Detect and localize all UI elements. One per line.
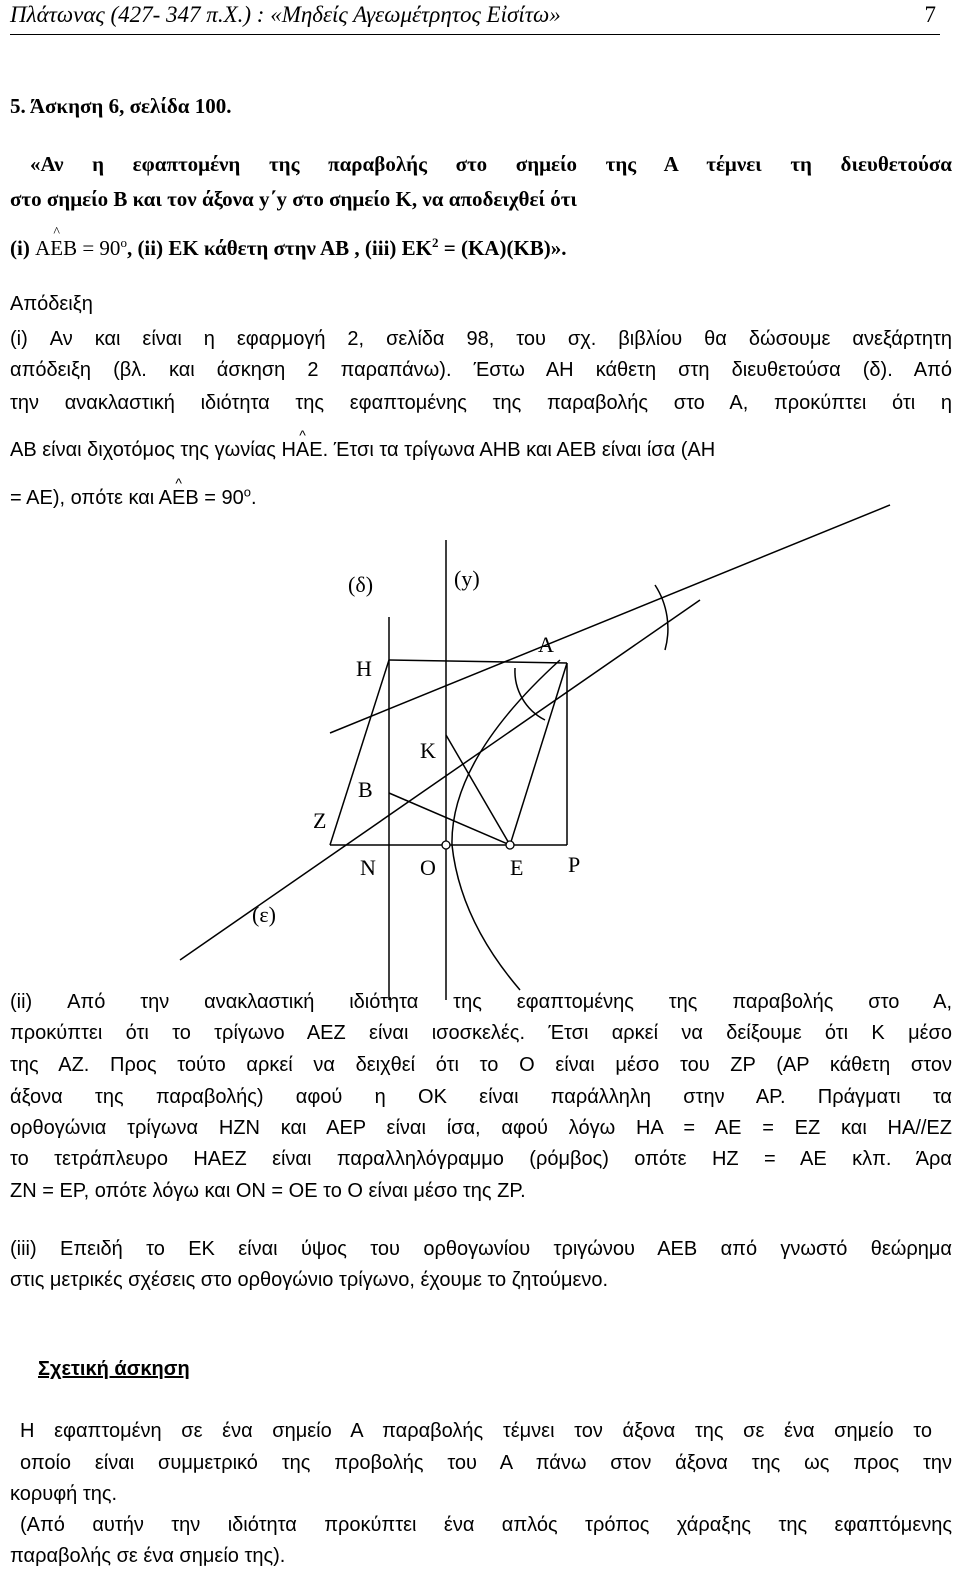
parts-ii-iii-text: , (ii) ΕΚ κάθετη στην ΑΒ , (iii) ΕΚ [126, 236, 433, 260]
related-line-5: παραβολής σε ένα σημείο της). [10, 1545, 286, 1567]
exercise-statement-line-1: «Αν η εφαπτομένη της παραβολής στο σημείο της Α τέμνει τη διευθετούσα [30, 152, 952, 176]
related-line-2: οποίο είναι συμμετρικό της προβολής του Α πάνω στον άξονα της ως προς την [20, 1452, 952, 1474]
proof-line-2: απόδειξη (βλ. και άσκηση 2 παραπάνω). Έστω ΑΗ κάθετη στη διευθετούσα (δ). Από [10, 359, 952, 381]
part-ii-line-4: άξονα της παραβολής) αφού η ΟΚ είναι παράλληλη στην ΑΡ. Πράγματι τα [10, 1086, 952, 1108]
part-ii-line-2: προκύπτει ότι το τρίγωνο ΑΕΖ είναι ισοσκελές. Έτσι αρκεί να δείξουμε ότι Κ μέσο [10, 1022, 952, 1044]
label-p: Ρ [568, 852, 581, 877]
related-line-4: (Από αυτήν την ιδιότητα προκύπτει ένα απλός τρόπος χάραξης της εφαπτόμενης [20, 1514, 952, 1536]
proof-line-5-start: = ΑΕ), οπότε και [10, 487, 159, 509]
part-iii-line-2: στις μετρικές σχέσεις στο ορθογώνιο τρίγωνο, έχουμε το ζητούμενο. [10, 1269, 609, 1291]
point-e [506, 841, 514, 849]
angle-vertex-a: Α [158, 487, 172, 509]
angle-value: Β = 90 [63, 236, 121, 260]
part-ii-line-3: της ΑΖ. Προς τούτο αρκεί να δειχθεί ότι το Ο είναι μέσο του ΖΡ (ΑΡ κάθετη στον [10, 1054, 952, 1076]
proof-line-3: την ανακλαστική ιδιότητα της εφαπτομένης της παραβολής στο Α, προκύπτει ότι η [10, 392, 952, 414]
proof-line-5-end: . [250, 487, 257, 509]
angle-vertex-h: Η [281, 439, 296, 461]
label-n: Ν [360, 855, 376, 880]
label-b: Β [358, 777, 373, 802]
segment-ah [389, 660, 567, 663]
parabola-curve [452, 660, 560, 990]
part-iii-line-1: (iii) Επειδή το ΕΚ είναι ύψος του ορθογωνίου τριγώνου ΑΕΒ από γνωστό θεώρημα [10, 1238, 952, 1260]
degree-sign: ο [243, 484, 251, 500]
label-e: Ε [510, 855, 524, 880]
label-o: Ο [420, 855, 436, 880]
degree-sign: ο [120, 235, 127, 250]
angle-vertex-a: ^ Α [296, 436, 309, 464]
part-i-label: (i) [10, 236, 30, 260]
segment-be [389, 793, 510, 845]
part-ii-line-5: ορθογώνια τρίγωνα ΗΖΝ και ΑΕΡ είναι ίσα, αφού λόγω ΗΑ = ΑΕ = ΕΖ και ΗΑ//ΕΖ [10, 1117, 952, 1139]
header-title: Πλάτωνας (427- 347 π.Χ.) : «Μηδείς Αγεωμέτρητος Εἰσίτω» [10, 2, 561, 27]
exercise-heading: 5. Άσκηση 6, σελίδα 100. [10, 94, 232, 118]
page-number: 7 [924, 2, 936, 27]
angle-arc-a [515, 668, 545, 720]
related-line-3: κορυφή της. [10, 1483, 118, 1505]
label-delta: (δ) [348, 572, 374, 597]
angle-vertex-e: Ε [309, 439, 323, 461]
exercise-statement-line-2: στο σημείο Β και τον άξονα y΄y στο σημείο Κ, να αποδειχθεί ότι [10, 187, 577, 211]
angle-vertex-a: Α [35, 236, 51, 260]
segment-hz [330, 660, 389, 845]
related-line-1: Η εφαπτομένη σε ένα σημείο Α παραβολής τέμνει τον άξονα της σε ένα σημείο το [20, 1420, 932, 1442]
proof-line-1: (i) Αν και είναι η εφαρμογή 2, σελίδα 98, του σχ. βιβλίου θα δώσουμε ανεξάρτητη [10, 328, 952, 350]
angle-vertex-e: ^ Ε [172, 484, 185, 512]
point-o [442, 841, 450, 849]
label-z: Ζ [313, 808, 327, 833]
proof-line-4-end: . Έτσι τα τρίγωνα ΑΗΒ και ΑΕΒ είναι ίσα (ΑΗ [322, 439, 716, 461]
label-a: Α [538, 632, 554, 657]
part-ii-line-1: (ii) Από την ανακλαστική ιδιότητα της εφαπτομένης της παραβολής στο Α, [10, 991, 952, 1013]
angle-arc-outer [655, 585, 668, 650]
horizontal-line-at-a [330, 505, 890, 733]
label-y: (y) [454, 566, 480, 591]
angle-vertex-e: ^ Ε [50, 234, 63, 262]
part-ii-line-7: ΖΝ = ΕΡ, οπότε λόγω και ΟΝ = ΟΕ το Ο είναι μέσο της ΖΡ. [10, 1180, 526, 1202]
part-iii-tail: = (ΚΑ)(ΚΒ)». [443, 236, 567, 260]
segment-ek [446, 735, 510, 845]
angle-value: Β = 90 [185, 487, 244, 509]
part-ii-line-6: το τετράπλευρο ΗΑΕΖ είναι παραλληλόγραμμο (ρόμβος) οπότε ΗΖ = ΑΕ κλπ. Άρα [10, 1148, 952, 1170]
label-h: Η [356, 656, 372, 681]
proof-heading: Απόδειξη [10, 293, 93, 315]
exponent-2: 2 [432, 235, 439, 250]
related-heading: Σχετική άσκηση [38, 1358, 190, 1380]
label-epsilon: (ε) [252, 902, 276, 927]
proof-line-4-start: ΑΒ είναι διχοτόμος της γωνίας [10, 439, 282, 461]
label-k: Κ [420, 738, 436, 763]
